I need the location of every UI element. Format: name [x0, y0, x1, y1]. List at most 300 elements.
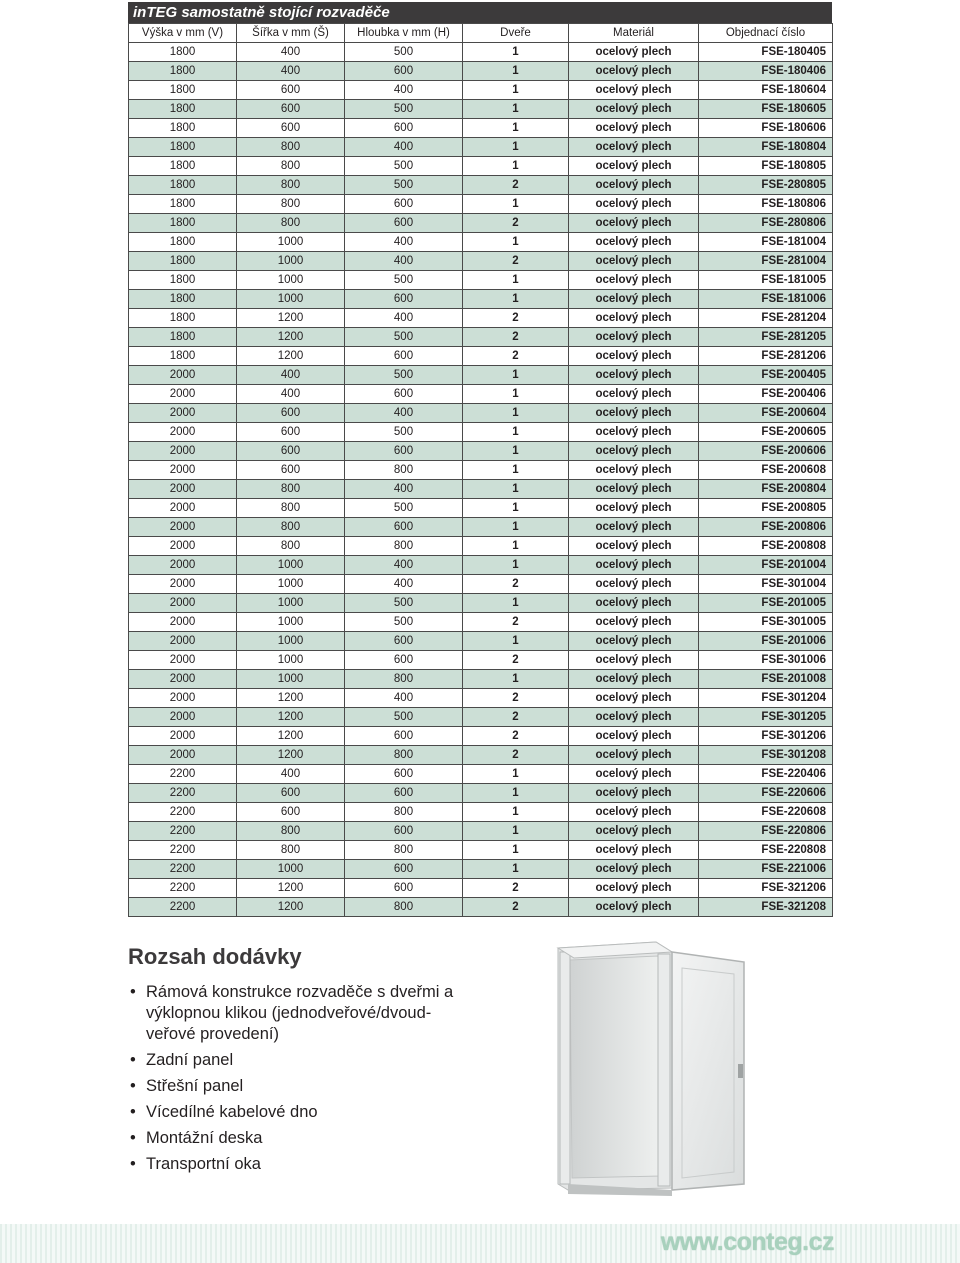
cell-depth: 500 [345, 613, 463, 632]
scope-list [128, 982, 458, 1180]
cell-depth: 800 [345, 898, 463, 917]
cell-material: ocelový plech [569, 841, 699, 860]
cell-depth: 600 [345, 651, 463, 670]
cell-material: ocelový plech [569, 632, 699, 651]
cell-material: ocelový plech [569, 43, 699, 62]
table-row [129, 385, 833, 404]
cell-depth: 400 [345, 689, 463, 708]
cell-width: 1000 [237, 252, 345, 271]
cell-doors: 1 [463, 233, 569, 252]
cell-doors: 1 [463, 43, 569, 62]
scope-item: • Montážní deska [128, 1128, 458, 1149]
cell-width: 800 [237, 480, 345, 499]
cell-material: ocelový plech [569, 499, 699, 518]
scope-item: • Rámová konstrukce rozvaděče s dveřmi a výklopnou klikou (jednodveřové/dvoud- veřové provedení) [128, 982, 458, 1045]
cell-material: ocelový plech [569, 119, 699, 138]
cell-width: 400 [237, 366, 345, 385]
cell-depth: 800 [345, 670, 463, 689]
cell-order-number: FSE-280806 [699, 214, 833, 233]
cell-order-number: FSE-200805 [699, 499, 833, 518]
cell-doors: 1 [463, 784, 569, 803]
cell-doors: 2 [463, 708, 569, 727]
cell-height: 2000 [129, 708, 237, 727]
cell-depth: 400 [345, 309, 463, 328]
cell-doors: 1 [463, 81, 569, 100]
cell-order-number: FSE-200608 [699, 461, 833, 480]
cell-order-number: FSE-301204 [699, 689, 833, 708]
cell-doors: 1 [463, 670, 569, 689]
cell-order-number: FSE-200406 [699, 385, 833, 404]
cell-order-number: FSE-220808 [699, 841, 833, 860]
cell-depth: 600 [345, 860, 463, 879]
cell-height: 2000 [129, 632, 237, 651]
cell-depth: 600 [345, 632, 463, 651]
cell-material: ocelový plech [569, 290, 699, 309]
scope-title: Rozsah dodávky [128, 944, 302, 969]
cell-material: ocelový plech [569, 708, 699, 727]
cell-material: ocelový plech [569, 765, 699, 784]
cell-order-number: FSE-200605 [699, 423, 833, 442]
cell-depth: 600 [345, 518, 463, 537]
cell-order-number: FSE-301206 [699, 727, 833, 746]
cell-depth: 800 [345, 746, 463, 765]
cell-height: 2200 [129, 879, 237, 898]
cell-material: ocelový plech [569, 784, 699, 803]
table-row [129, 366, 833, 385]
cell-width: 1200 [237, 328, 345, 347]
table-row [129, 309, 833, 328]
cell-depth: 400 [345, 252, 463, 271]
cell-depth: 400 [345, 404, 463, 423]
table-row [129, 157, 833, 176]
cell-order-number: FSE-301208 [699, 746, 833, 765]
scope-item: • Vícedílné kabelové dno [128, 1102, 458, 1123]
cell-width: 600 [237, 81, 345, 100]
cell-width: 600 [237, 119, 345, 138]
cell-depth: 600 [345, 62, 463, 81]
cell-height: 2000 [129, 575, 237, 594]
cell-depth: 400 [345, 480, 463, 499]
cell-width: 600 [237, 461, 345, 480]
cell-doors: 1 [463, 138, 569, 157]
cell-order-number: FSE-200808 [699, 537, 833, 556]
cell-order-number: FSE-220608 [699, 803, 833, 822]
cell-depth: 500 [345, 100, 463, 119]
cell-width: 800 [237, 195, 345, 214]
cell-doors: 1 [463, 195, 569, 214]
cell-material: ocelový plech [569, 537, 699, 556]
cell-height: 2000 [129, 518, 237, 537]
cell-doors: 1 [463, 632, 569, 651]
cell-height: 1800 [129, 81, 237, 100]
cell-height: 1800 [129, 309, 237, 328]
cell-order-number: FSE-200606 [699, 442, 833, 461]
cell-width: 400 [237, 43, 345, 62]
table-row [129, 423, 833, 442]
table-row [129, 461, 833, 480]
cell-width: 800 [237, 537, 345, 556]
cell-doors: 1 [463, 290, 569, 309]
cell-material: ocelový plech [569, 822, 699, 841]
cell-height: 2200 [129, 860, 237, 879]
cell-height: 2000 [129, 727, 237, 746]
cell-height: 2000 [129, 385, 237, 404]
cell-order-number: FSE-301205 [699, 708, 833, 727]
cell-order-number: FSE-301006 [699, 651, 833, 670]
table-row [129, 613, 833, 632]
table-row [129, 290, 833, 309]
cell-material: ocelový plech [569, 309, 699, 328]
table-row [129, 480, 833, 499]
cell-width: 800 [237, 176, 345, 195]
cell-width: 1200 [237, 689, 345, 708]
cell-material: ocelový plech [569, 271, 699, 290]
cell-material: ocelový plech [569, 423, 699, 442]
cell-material: ocelový plech [569, 252, 699, 271]
header-depth: Hloubka v mm (H) [345, 24, 463, 43]
cell-height: 2000 [129, 480, 237, 499]
cell-height: 1800 [129, 157, 237, 176]
cell-width: 1200 [237, 898, 345, 917]
table-row [129, 803, 833, 822]
cell-doors: 1 [463, 518, 569, 537]
cell-width: 800 [237, 822, 345, 841]
cell-doors: 2 [463, 651, 569, 670]
cell-depth: 800 [345, 803, 463, 822]
cell-doors: 1 [463, 404, 569, 423]
table-row [129, 328, 833, 347]
cell-doors: 2 [463, 898, 569, 917]
cell-height: 2000 [129, 613, 237, 632]
header-width: Šířka v mm (Š) [237, 24, 345, 43]
cell-height: 1800 [129, 214, 237, 233]
table-row [129, 822, 833, 841]
cell-height: 2000 [129, 556, 237, 575]
cell-order-number: FSE-281206 [699, 347, 833, 366]
table-row [129, 518, 833, 537]
cell-height: 1800 [129, 347, 237, 366]
table-row [129, 879, 833, 898]
cell-width: 1000 [237, 594, 345, 613]
cell-material: ocelový plech [569, 366, 699, 385]
cell-material: ocelový plech [569, 385, 699, 404]
table-row [129, 765, 833, 784]
cell-doors: 1 [463, 499, 569, 518]
cell-material: ocelový plech [569, 157, 699, 176]
cell-doors: 2 [463, 309, 569, 328]
cell-order-number: FSE-301005 [699, 613, 833, 632]
cell-depth: 400 [345, 575, 463, 594]
cell-depth: 600 [345, 879, 463, 898]
table-title: inTEG samostatně stojící rozvaděče [128, 2, 832, 23]
cell-height: 2000 [129, 499, 237, 518]
cell-height: 1800 [129, 176, 237, 195]
cell-order-number: FSE-321206 [699, 879, 833, 898]
table-row [129, 860, 833, 879]
cell-order-number: FSE-180604 [699, 81, 833, 100]
cell-doors: 2 [463, 727, 569, 746]
cell-height: 1800 [129, 233, 237, 252]
cell-material: ocelový plech [569, 727, 699, 746]
table-row [129, 556, 833, 575]
cell-order-number: FSE-181004 [699, 233, 833, 252]
cell-order-number: FSE-201008 [699, 670, 833, 689]
cell-order-number: FSE-180405 [699, 43, 833, 62]
cell-order-number: FSE-200405 [699, 366, 833, 385]
cell-width: 600 [237, 404, 345, 423]
cell-width: 800 [237, 138, 345, 157]
cell-depth: 600 [345, 214, 463, 233]
table-row [129, 632, 833, 651]
cell-depth: 500 [345, 366, 463, 385]
cell-height: 2000 [129, 594, 237, 613]
cell-material: ocelový plech [569, 651, 699, 670]
cell-height: 2200 [129, 765, 237, 784]
cell-order-number: FSE-180806 [699, 195, 833, 214]
cell-width: 1000 [237, 670, 345, 689]
table-row [129, 195, 833, 214]
cell-material: ocelový plech [569, 803, 699, 822]
cell-doors: 1 [463, 765, 569, 784]
cell-material: ocelový plech [569, 461, 699, 480]
cell-material: ocelový plech [569, 347, 699, 366]
cell-depth: 600 [345, 784, 463, 803]
scope-item: • Střešní panel [128, 1076, 458, 1097]
cell-doors: 1 [463, 803, 569, 822]
cell-width: 400 [237, 62, 345, 81]
scope-item: • Zadní panel [128, 1050, 458, 1071]
cell-depth: 600 [345, 442, 463, 461]
cell-doors: 2 [463, 328, 569, 347]
cell-order-number: FSE-181006 [699, 290, 833, 309]
cell-material: ocelový plech [569, 879, 699, 898]
cell-width: 800 [237, 499, 345, 518]
cell-material: ocelový plech [569, 670, 699, 689]
cell-width: 800 [237, 518, 345, 537]
cell-doors: 2 [463, 879, 569, 898]
cell-height: 1800 [129, 328, 237, 347]
cell-material: ocelový plech [569, 575, 699, 594]
cell-depth: 500 [345, 43, 463, 62]
cell-height: 1800 [129, 43, 237, 62]
cell-width: 600 [237, 442, 345, 461]
cell-doors: 1 [463, 100, 569, 119]
cell-width: 1000 [237, 613, 345, 632]
cell-order-number: FSE-201005 [699, 594, 833, 613]
table-row [129, 784, 833, 803]
cell-material: ocelový plech [569, 100, 699, 119]
cell-doors: 1 [463, 556, 569, 575]
cell-material: ocelový plech [569, 62, 699, 81]
cell-material: ocelový plech [569, 613, 699, 632]
cell-depth: 500 [345, 176, 463, 195]
cell-doors: 2 [463, 214, 569, 233]
cell-height: 2200 [129, 784, 237, 803]
header-doors: Dveře [463, 24, 569, 43]
cell-order-number: FSE-220406 [699, 765, 833, 784]
cell-depth: 500 [345, 271, 463, 290]
cell-depth: 400 [345, 81, 463, 100]
table-row [129, 575, 833, 594]
cell-height: 2000 [129, 670, 237, 689]
cell-order-number: FSE-180605 [699, 100, 833, 119]
cell-width: 1000 [237, 290, 345, 309]
cell-width: 1200 [237, 746, 345, 765]
cell-height: 1800 [129, 119, 237, 138]
cell-depth: 600 [345, 822, 463, 841]
cell-doors: 2 [463, 575, 569, 594]
table-row [129, 499, 833, 518]
cell-doors: 1 [463, 366, 569, 385]
cell-doors: 1 [463, 860, 569, 879]
cell-depth: 500 [345, 157, 463, 176]
cell-height: 2000 [129, 442, 237, 461]
cell-depth: 400 [345, 556, 463, 575]
table-row [129, 689, 833, 708]
cell-material: ocelový plech [569, 746, 699, 765]
cell-doors: 1 [463, 461, 569, 480]
cell-depth: 600 [345, 765, 463, 784]
website-link[interactable]: www.conteg.cz [660, 1228, 834, 1256]
cell-material: ocelový plech [569, 195, 699, 214]
cell-height: 2000 [129, 366, 237, 385]
cell-height: 1800 [129, 252, 237, 271]
cell-depth: 500 [345, 499, 463, 518]
table-row [129, 898, 833, 917]
cell-order-number: FSE-180606 [699, 119, 833, 138]
cell-order-number: FSE-220806 [699, 822, 833, 841]
cell-material: ocelový plech [569, 176, 699, 195]
cell-width: 1000 [237, 651, 345, 670]
cell-height: 2000 [129, 537, 237, 556]
table-row [129, 119, 833, 138]
table-header-row [129, 24, 833, 43]
table-row [129, 176, 833, 195]
table-row [129, 670, 833, 689]
cell-height: 1800 [129, 100, 237, 119]
cell-order-number: FSE-201004 [699, 556, 833, 575]
cell-doors: 2 [463, 613, 569, 632]
cell-depth: 600 [345, 727, 463, 746]
cell-material: ocelový plech [569, 138, 699, 157]
table-row [129, 404, 833, 423]
cell-depth: 500 [345, 328, 463, 347]
cell-material: ocelový plech [569, 214, 699, 233]
cell-height: 1800 [129, 195, 237, 214]
table-row [129, 43, 833, 62]
table-row [129, 100, 833, 119]
cell-material: ocelový plech [569, 442, 699, 461]
cell-height: 2000 [129, 461, 237, 480]
scope-item: • Transportní oka [128, 1154, 458, 1175]
cell-order-number: FSE-201006 [699, 632, 833, 651]
cell-doors: 1 [463, 385, 569, 404]
cell-order-number: FSE-200804 [699, 480, 833, 499]
cell-depth: 500 [345, 708, 463, 727]
table-row [129, 214, 833, 233]
cell-doors: 1 [463, 157, 569, 176]
cell-depth: 600 [345, 347, 463, 366]
cell-doors: 1 [463, 841, 569, 860]
cell-width: 1000 [237, 860, 345, 879]
table-row [129, 138, 833, 157]
cell-width: 1000 [237, 556, 345, 575]
cell-depth: 800 [345, 841, 463, 860]
cell-height: 1800 [129, 290, 237, 309]
cell-width: 1200 [237, 309, 345, 328]
cell-doors: 1 [463, 537, 569, 556]
cell-height: 2000 [129, 423, 237, 442]
cell-order-number: FSE-180805 [699, 157, 833, 176]
cell-width: 600 [237, 100, 345, 119]
cell-order-number: FSE-200806 [699, 518, 833, 537]
cell-order-number: FSE-180804 [699, 138, 833, 157]
cabinet-image [548, 938, 770, 1198]
cell-width: 1200 [237, 347, 345, 366]
cell-order-number: FSE-301004 [699, 575, 833, 594]
cell-depth: 600 [345, 195, 463, 214]
cell-width: 1200 [237, 727, 345, 746]
cell-material: ocelový plech [569, 898, 699, 917]
cell-doors: 1 [463, 423, 569, 442]
cell-doors: 1 [463, 480, 569, 499]
table-row [129, 708, 833, 727]
cell-order-number: FSE-281004 [699, 252, 833, 271]
table-row [129, 537, 833, 556]
cell-doors: 1 [463, 822, 569, 841]
table-row [129, 651, 833, 670]
cell-width: 1000 [237, 271, 345, 290]
cell-width: 600 [237, 423, 345, 442]
table-row [129, 442, 833, 461]
cell-depth: 600 [345, 290, 463, 309]
cell-order-number: FSE-321208 [699, 898, 833, 917]
table-row [129, 252, 833, 271]
cell-width: 1000 [237, 575, 345, 594]
cell-width: 800 [237, 157, 345, 176]
cell-depth: 500 [345, 423, 463, 442]
cell-order-number: FSE-280805 [699, 176, 833, 195]
cell-doors: 1 [463, 62, 569, 81]
cell-doors: 2 [463, 746, 569, 765]
cell-doors: 1 [463, 271, 569, 290]
cell-width: 400 [237, 385, 345, 404]
cell-material: ocelový plech [569, 233, 699, 252]
header-order-number: Objednací číslo [699, 24, 833, 43]
cell-material: ocelový plech [569, 594, 699, 613]
cell-width: 800 [237, 841, 345, 860]
table-row [129, 594, 833, 613]
cell-material: ocelový plech [569, 518, 699, 537]
cell-width: 600 [237, 784, 345, 803]
cell-depth: 800 [345, 537, 463, 556]
cell-height: 1800 [129, 271, 237, 290]
cell-order-number: FSE-220606 [699, 784, 833, 803]
cell-doors: 2 [463, 176, 569, 195]
table-row [129, 841, 833, 860]
cell-width: 800 [237, 214, 345, 233]
cell-material: ocelový plech [569, 404, 699, 423]
cell-height: 2200 [129, 803, 237, 822]
cell-width: 1200 [237, 708, 345, 727]
cell-width: 1200 [237, 879, 345, 898]
table-row [129, 347, 833, 366]
table-row [129, 233, 833, 252]
cell-order-number: FSE-180406 [699, 62, 833, 81]
cell-material: ocelový plech [569, 860, 699, 879]
cell-order-number: FSE-181005 [699, 271, 833, 290]
table-row [129, 727, 833, 746]
